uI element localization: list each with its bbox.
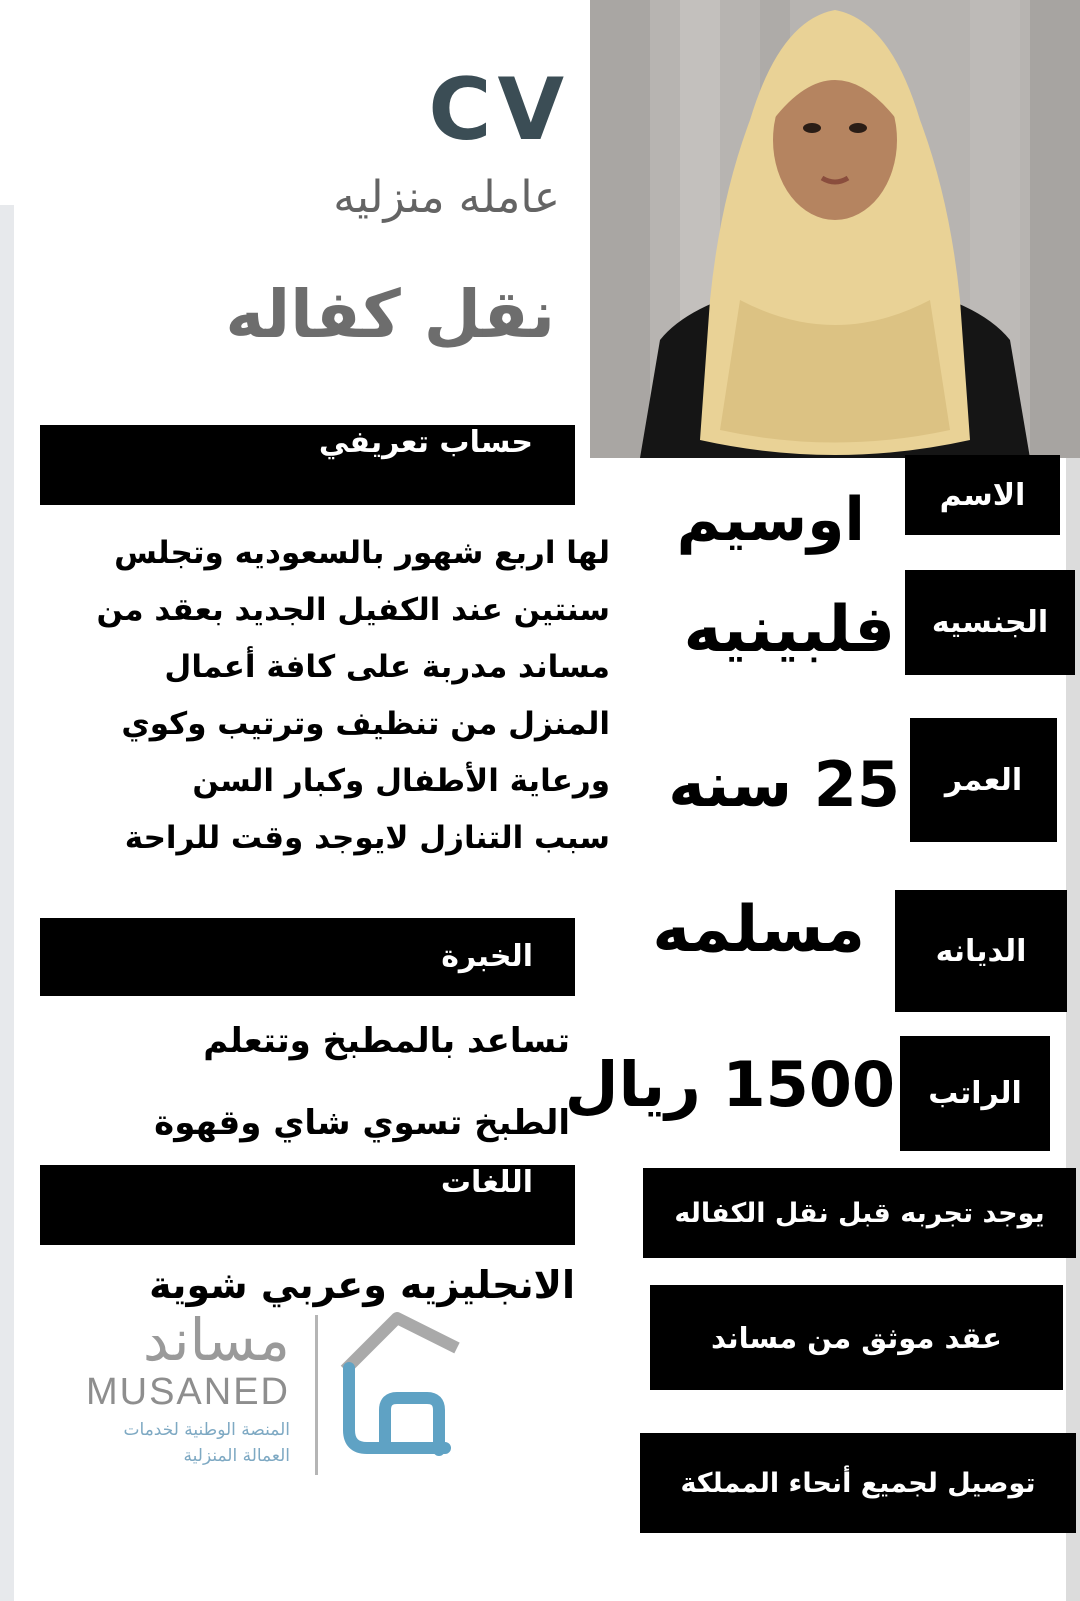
experience-text bbox=[20, 1000, 570, 1164]
name-label: الاسم bbox=[905, 455, 1060, 535]
profile-line: المنزل من تنظيف وترتيب وكوي bbox=[121, 706, 610, 742]
profile-line: سنتين عند الكفيل الجديد بعقد من bbox=[96, 592, 610, 628]
profile-line: مساند مدربة على كافة أعمال bbox=[164, 649, 610, 685]
nationality-value: فلبينيه bbox=[683, 593, 895, 667]
profile-text bbox=[30, 525, 610, 867]
logo-tagline-2: العمالة المنزلية bbox=[183, 1446, 290, 1466]
profile-line: ورعاية الأطفال وكبار السن bbox=[192, 763, 610, 799]
trial-feature-badge: يوجد تجربه قبل نقل الكفاله bbox=[643, 1168, 1076, 1258]
salary-label: الراتب bbox=[900, 1036, 1050, 1151]
worker-portrait-photo bbox=[590, 0, 1080, 458]
experience-line: الطبخ تسوي شاي وقهوة bbox=[154, 1103, 570, 1143]
nationality-label: الجنسيه bbox=[905, 570, 1075, 675]
religion-label: الديانه bbox=[895, 890, 1067, 1012]
religion-value: مسلمه bbox=[652, 893, 865, 967]
logo-english-text: MUSANED bbox=[85, 1371, 290, 1413]
languages-section-title: اللغات bbox=[440, 1165, 533, 1200]
languages-section-header bbox=[40, 1165, 575, 1245]
profile-section-header bbox=[40, 425, 575, 505]
logo-divider bbox=[315, 1315, 318, 1475]
logo-tagline-1: المنصة الوطنية لخدمات bbox=[123, 1420, 290, 1440]
musaned-logo bbox=[40, 1306, 440, 1510]
musaned-house-icon bbox=[335, 1310, 465, 1470]
languages-text: الانجليزيه وعربي شوية bbox=[149, 1263, 575, 1307]
salary-value: 1500 ريال bbox=[564, 1048, 895, 1121]
experience-section-title: الخبرة bbox=[441, 939, 533, 974]
experience-line: تساعد بالمطبخ وتتعلم bbox=[203, 1021, 570, 1061]
contract-feature-badge: عقد موثق من مساند bbox=[650, 1285, 1063, 1390]
logo-arabic-text: مساند bbox=[142, 1306, 290, 1374]
delivery-feature-badge: توصيل لجميع أنحاء المملكة bbox=[640, 1433, 1076, 1533]
job-subtitle: عامله منزليه bbox=[333, 172, 560, 223]
left-edge-shade bbox=[0, 205, 14, 1601]
profile-section-title: حساب تعريفي bbox=[318, 425, 533, 460]
age-value: 25 سنه bbox=[668, 748, 900, 821]
profile-line: سبب التنازل لايوجد وقت للراحة bbox=[124, 820, 610, 856]
name-value: اوسيم bbox=[676, 485, 865, 555]
age-label: العمر bbox=[910, 718, 1057, 842]
transfer-heading: نقل كفاله bbox=[225, 276, 555, 353]
cv-title: CV bbox=[428, 60, 570, 160]
profile-line: لها اربع شهور بالسعوديه وتجلس bbox=[114, 535, 610, 571]
experience-section-header bbox=[40, 918, 575, 996]
